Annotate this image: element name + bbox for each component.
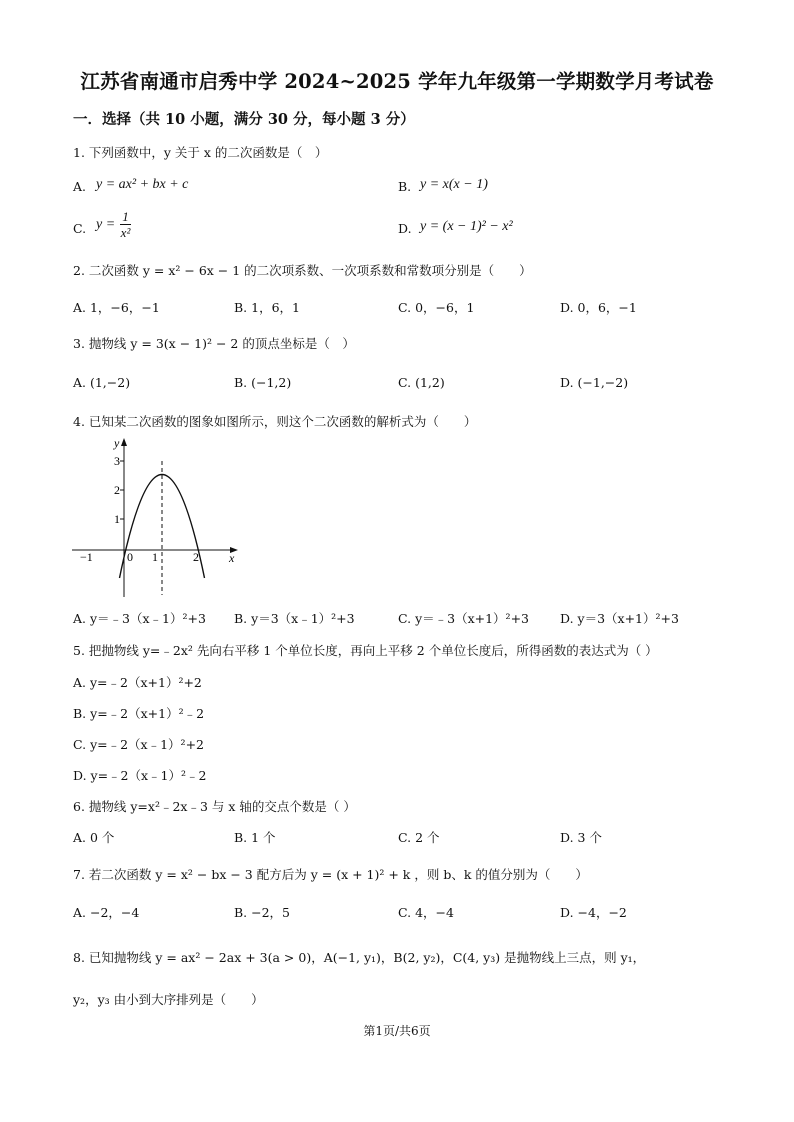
q5-option-d: D. y=﹣2（x﹣1）²﹣2: [73, 768, 207, 783]
q1-option-d-label: D.: [398, 221, 412, 236]
y-axis-arrow: [121, 438, 127, 446]
q3-option-a: A. (1,−2): [73, 375, 131, 390]
y-tick-label-2: 2: [114, 483, 120, 497]
fraction-denominator: x²: [120, 225, 131, 240]
y-axis-label: y: [114, 436, 120, 450]
page-footer: 第1页/共6页: [363, 1024, 431, 1038]
x-tick-label-2: 2: [193, 550, 199, 564]
y-tick-label-3: 3: [114, 454, 120, 468]
question-4-stem: 4. 已知某二次函数的图象如图所示，则这个二次函数的解析式为（ ）: [73, 414, 477, 429]
question-8-stem-line-2: y₂，y₃ 由小到大序排列是（ ）: [73, 992, 264, 1007]
question-1-stem: 1. 下列函数中，y 关于 x 的二次函数是（ ）: [73, 145, 328, 160]
question-8-stem-line-1: 8. 已知抛物线 y = ax² − 2ax + 3(a > 0)，A(−1, y₁)，B(2, y₂)，C(4, y₃) 是抛物线上三点，则 y₁，: [73, 950, 646, 965]
question-5-stem: 5. 把抛物线 y=﹣2x² 先向右平移 1 个单位长度，再向上平移 2 个单位长度后，所得函数的表达式为（ ）: [73, 643, 658, 658]
q4-option-b: B. y＝3（x﹣1）²+3: [234, 611, 355, 626]
q1-option-d: y = (x − 1)² − x²: [420, 219, 513, 234]
y-tick-label-1: 1: [114, 512, 120, 526]
q6-option-b: B. 1 个: [234, 830, 276, 845]
parabola-graph: [72, 435, 242, 600]
q7-option-d: D. −4，−2: [560, 905, 627, 920]
q3-option-d: D. (−1,−2): [560, 375, 629, 390]
q5-option-c: C. y=﹣2（x﹣1）²+2: [73, 737, 204, 752]
q6-option-c: C. 2 个: [398, 830, 440, 845]
q1-option-b-label: B.: [398, 179, 412, 194]
q1-option-c-fraction: [120, 209, 131, 241]
q2-option-d: D. 0，6，−1: [560, 300, 637, 315]
q5-option-a: A. y=﹣2（x+1）²+2: [73, 675, 202, 690]
x-axis-label: x: [229, 551, 235, 565]
q1-option-c-lhs: y =: [96, 217, 116, 232]
q2-option-b: B. 1，6，1: [234, 300, 300, 315]
x-tick-label-0: 0: [127, 550, 133, 564]
fraction-numerator: 1: [122, 209, 129, 224]
q6-option-a: A. 0 个: [73, 830, 115, 845]
question-2-stem: 2. 二次函数 y = x² − 6x − 1 的二次项系数、一次项系数和常数项分别是（ ）: [73, 263, 532, 278]
section-heading: 一．选择（共 10 小题，满分 30 分，每小题 3 分）: [73, 111, 415, 128]
q1-option-c-label: C.: [73, 221, 87, 236]
question-6-stem: 6. 抛物线 y=x²﹣2x﹣3 与 x 轴的交点个数是（ ）: [73, 799, 356, 814]
q4-option-a: A. y＝﹣3（x﹣1）²+3: [73, 611, 206, 626]
page-title: 江苏省南通市启秀中学 2024~2025 学年九年级第一学期数学月考试卷: [80, 70, 714, 93]
x-tick-label-1: 1: [152, 550, 158, 564]
question-7-stem: 7. 若二次函数 y = x² − bx − 3 配方后为 y = (x + 1)² + k ，则 b、k 的值分别为（ ）: [73, 867, 588, 882]
x-tick-label-neg1: −1: [80, 550, 93, 564]
q4-option-c: C. y＝﹣3（x+1）²+3: [398, 611, 529, 626]
q7-option-a: A. −2，−4: [73, 905, 140, 920]
q3-option-b: B. (−1,2): [234, 375, 292, 390]
q6-option-d: D. 3 个: [560, 830, 602, 845]
q1-option-a-label: A.: [73, 179, 87, 194]
q1-option-c: [96, 209, 131, 241]
q3-option-c: C. (1,2): [398, 375, 445, 390]
q1-option-a: y = ax² + bx + c: [96, 177, 189, 192]
q7-option-b: B. −2，5: [234, 905, 291, 920]
q2-option-c: C. 0，−6，1: [398, 300, 475, 315]
q7-option-c: C. 4，−4: [398, 905, 454, 920]
q1-option-b: y = x(x − 1): [420, 177, 488, 192]
q4-option-d: D. y＝3（x+1）²+3: [560, 611, 679, 626]
q5-option-b: B. y=﹣2（x+1）²﹣2: [73, 706, 205, 721]
q2-option-a: A. 1，−6，−1: [73, 300, 160, 315]
question-3-stem: 3. 抛物线 y = 3(x − 1)² − 2 的顶点坐标是（ ）: [73, 336, 355, 351]
